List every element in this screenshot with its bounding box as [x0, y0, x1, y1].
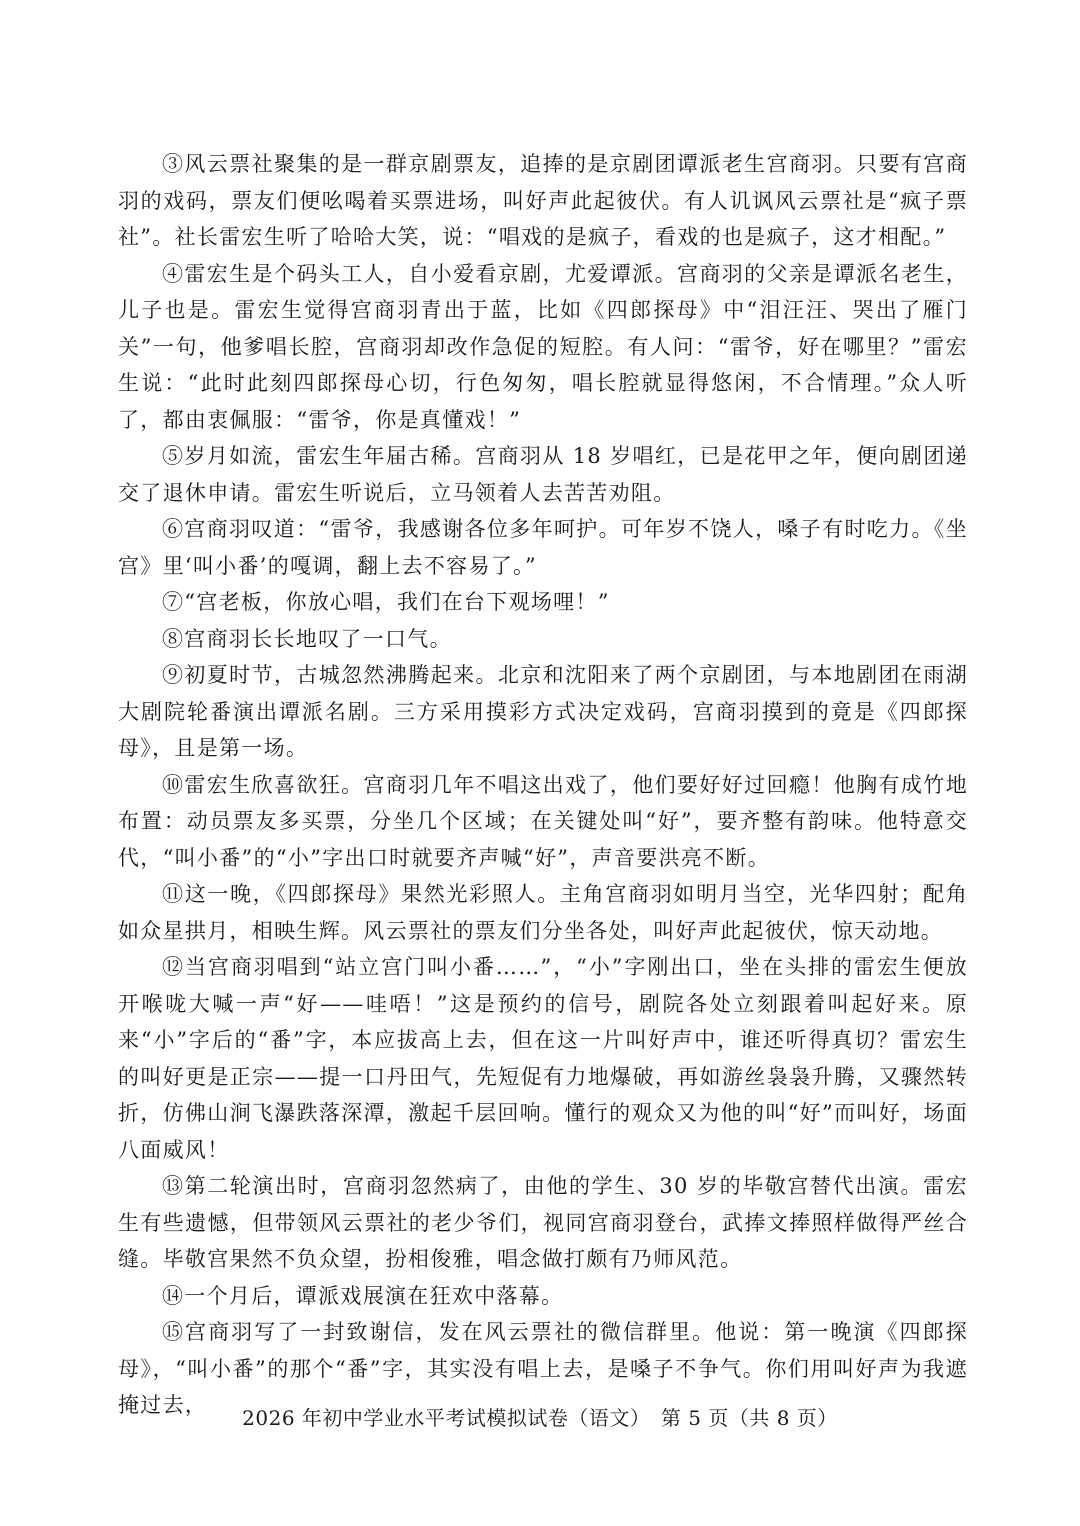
paragraph-12: ⑫当宫商羽唱到“站立宫门叫小番……”，“小”字刚出口，坐在头排的雷宏生便放开喉咙大喊一声“好——哇唔！”这是预约的信号，剧院各处立刻跟着叫起好来。原来“小”字后的“番”字，本应拔高上去，但在这一片叫好声中，谁还听得真切？雷宏生的叫好更是正宗——提一口丹田气，先短促有力地爆破，再如游丝袅袅升腾，又骤然转折，仿佛山涧飞瀑跌落深潭，激起千层回响。懂行的观众又为他的叫“好”而叫好，场面八面威风！ [118, 955, 968, 1162]
exam-page-body [118, 146, 968, 1424]
paragraph-6: ⑥宫商羽叹道：“雷爷，我感谢各位多年呵护。可年岁不饶人，嗓子有时吃力。《坐宫》里‘叫小番’的嘎调，翻上去不容易了。” [118, 517, 968, 578]
paragraph-3: ③风云票社聚集的是一群京剧票友，追捧的是京剧团谭派老生宫商羽。只要有宫商羽的戏码，票友们便吆喝着买票进场，叫好声此起彼伏。有人讥讽风云票社是“疯子票社”。社长雷宏生听了哈哈大笑，说：“唱戏的是疯子，看戏的也是疯子，这才相配。” [118, 152, 968, 249]
paragraph-7: ⑦“宫老板，你放心唱，我们在台下观场哩！” [162, 590, 610, 614]
paragraph-15: ⑮宫商羽写了一封致谢信，发在风云票社的微信群里。他说：第一晚演《四郎探母》，“叫小番”的那个“番”字，其实没有唱上去，是嗓子不争气。你们用叫好声为我遮掩过去， [118, 1320, 968, 1417]
page-footer: 2026 年初中学业水平考试模拟试卷（语文） 第 5 页（共 8 页） [242, 1406, 838, 1430]
paragraph-9: ⑨初夏时节，古城忽然沸腾起来。北京和沈阳来了两个京剧团，与本地剧团在雨湖大剧院轮番演出谭派名剧。三方采用摸彩方式决定戏码，宫商羽摸到的竟是《四郎探母》，且是第一场。 [118, 663, 968, 760]
paragraph-11: ⑪这一晚，《四郎探母》果然光彩照人。主角宫商羽如明月当空，光华四射；配角如众星拱月，相映生辉。风云票社的票友们分坐各处，叫好声此起彼伏，惊天动地。 [118, 882, 968, 943]
paragraph-13: ⑬第二轮演出时，宫商羽忽然病了，由他的学生、30 岁的毕敬宫替代出演。雷宏生有些遗憾，但带领风云票社的老少爷们，视同宫商羽登台，武捧文捧照样做得严丝合缝。毕敬宫果然不负众望，扮相俊雅，唱念做打颇有乃师风范。 [118, 1174, 968, 1271]
paragraph-8: ⑧宫商羽长长地叹了一口气。 [162, 626, 452, 651]
paragraph-14: ⑭一个月后，谭派戏展演在狂欢中落幕。 [162, 1283, 564, 1308]
paragraph-5: ⑤岁月如流，雷宏生年届古稀。宫商羽从 18 岁唱红，已是花甲之年，便向剧团递交了退休申请。雷宏生听说后，立马领着人去苦苦劝阻。 [118, 444, 968, 505]
paragraph-10: ⑩雷宏生欣喜欲狂。宫商羽几年不唱这出戏了，他们要好好过回瘾！他胸有成竹地布置：动员票友多买票，分坐几个区域；在关键处叫“好”，要齐整有韵味。他特意交代，“叫小番”的“小”字出口时就要齐声喊“好”，声音要洪亮不断。 [118, 772, 968, 870]
paragraph-4: ④雷宏生是个码头工人，自小爱看京剧，尤爱谭派。宫商羽的父亲是谭派名老生，儿子也是。雷宏生觉得宫商羽青出于蓝，比如《四郎探母》中“泪汪汪、哭出了雁门关”一句，他爹唱长腔，宫商羽却改作急促的短腔。有人问：“雷爷，好在哪里？”雷宏生说：“此时此刻四郎探母心切，行色匆匆，唱长腔就显得悠闲，不合情理。”众人听了，都由衷佩服：“雷爷，你是真懂戏！” [118, 261, 968, 432]
